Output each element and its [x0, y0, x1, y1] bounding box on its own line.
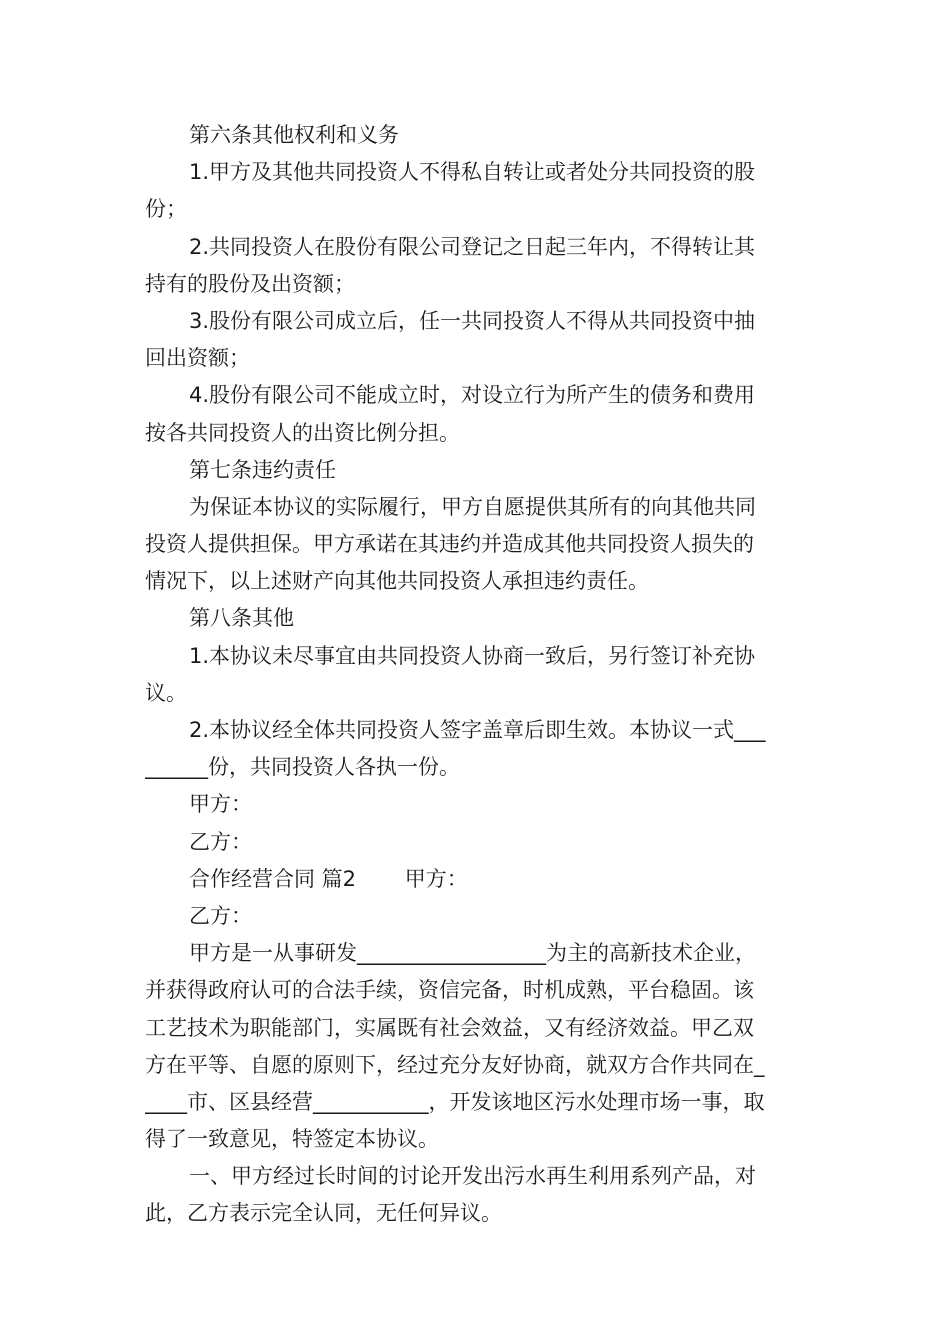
document-line: 甲方：: [189, 792, 252, 817]
document-line: 2.本协议经全体共同投资人签字盖章后即生效。本协议一式___: [189, 718, 766, 742]
document-line: 回出资额；: [145, 346, 250, 371]
document-line: 并获得政府认可的合法手续，资信完备，时机成熟，平台稳固。该: [145, 978, 754, 1003]
document-body: [145, 117, 810, 1233]
document-line: 按各共同投资人的出资比例分担。: [145, 420, 460, 445]
document-line: 持有的股份及出资额；: [145, 271, 355, 296]
document-line: 情况下，以上述财产向其他共同投资人承担违约责任。: [145, 569, 649, 594]
document-line: 第六条其他权利和义务: [189, 123, 399, 147]
document-line: 合作经营合同 篇2 甲方：: [189, 866, 468, 891]
document-line: 第七条违约责任: [189, 457, 336, 482]
document-line: 3.股份有限公司成立后，任一共同投资人不得从共同投资中抽: [189, 308, 756, 333]
document-line: 2.共同投资人在股份有限公司登记之日起三年内，不得转让其: [189, 234, 756, 259]
document-line: 此，乙方表示完全认同，无任何异议。: [145, 1201, 502, 1226]
document-line: 投资人提供担保。甲方承诺在其违约并造成其他共同投资人损失的: [145, 532, 754, 557]
document-line: ____市、区县经营___________，开发该地区污水处理市场一事，取: [145, 1089, 765, 1114]
document-line: 第八条其他: [189, 606, 294, 631]
document-line: 乙方：: [189, 829, 252, 854]
document-line: 4.股份有限公司不能成立时，对设立行为所产生的债务和费用: [189, 383, 756, 408]
document-line: ______份，共同投资人各执一份。: [145, 755, 460, 780]
document-line: 得了一致意见，特签定本协议。: [145, 1127, 439, 1152]
document-line: 份；: [145, 197, 187, 222]
document-line: 1.甲方及其他共同投资人不得私自转让或者处分共同投资的股: [189, 160, 756, 185]
document-line: 甲方是一从事研发__________________为主的高新技术企业，: [189, 941, 756, 966]
document-line: 议。: [145, 680, 187, 705]
document-line: 方在平等、自愿的原则下，经过充分友好协商，就双方合作共同在_: [145, 1052, 765, 1077]
document-line: 乙方：: [189, 903, 252, 928]
document-line: 工艺技术为职能部门，实属既有社会效益，又有经济效益。甲乙双: [145, 1015, 754, 1040]
document-line: 1.本协议未尽事宜由共同投资人协商一致后，另行签订补充协: [189, 643, 756, 668]
document-line: 为保证本协议的实际履行，甲方自愿提供其所有的向其他共同: [189, 494, 756, 519]
document-line: 一、甲方经过长时间的讨论开发出污水再生利用系列产品，对: [189, 1164, 756, 1189]
